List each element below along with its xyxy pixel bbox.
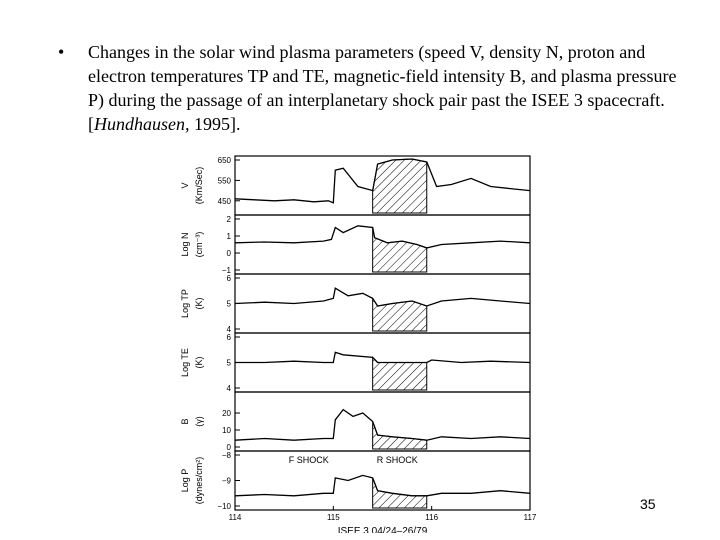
panel-ylabel: B [180,418,190,425]
annotation-r-shock: R SHOCK [376,455,418,465]
bullet-marker: • [58,42,65,62]
y-tick-label: −10 [217,502,231,511]
panel-unit: (K) [194,297,204,310]
chart-title: ISEE 3 04/24–26/79 [337,526,428,533]
y-tick-label: 5 [226,358,231,368]
panel-ylabel: Log P [180,468,190,493]
hatched-region [373,159,427,213]
y-tick-label: 6 [226,333,231,342]
annotation-f-shock: F SHOCK [288,455,329,465]
y-tick-label: 4 [226,325,231,334]
y-tick-label: 4 [226,384,231,393]
citation-author: Hundhausen, [94,114,190,134]
x-tick-label: 114 [228,513,242,522]
page-number: 35 [640,496,656,512]
x-tick-label: 115 [326,513,340,522]
y-tick-label: 1 [226,232,231,241]
y-tick-label: 2 [226,215,231,224]
y-tick-label: 10 [222,426,231,435]
isee3-multipanel-chart [170,148,540,533]
bullet-text [88,40,678,136]
x-tick-label: 117 [523,513,537,522]
y-tick-label: 20 [222,409,231,418]
y-tick-label: 0 [226,249,231,258]
panel-unit: (γ) [194,416,204,427]
y-tick-label: 0 [226,443,231,452]
y-tick-label: 450 [217,196,231,206]
x-tick-label: 116 [425,513,439,522]
panel-unit: (dynes/cm²) [194,456,204,505]
y-tick-label: 5 [226,299,231,309]
panel-ylabel: V [180,182,190,189]
y-tick-label: 650 [217,156,231,165]
y-tick-label: 550 [217,176,231,186]
series-line [235,288,530,306]
y-tick-label: −9 [221,476,231,486]
citation-year: 1995]. [189,114,241,134]
panel-ylabel: Log TP [180,289,190,318]
panel-unit: (K) [194,356,204,369]
panel-ylabel: Log TE [180,348,190,377]
panel-unit: (cm⁻³) [194,231,204,258]
bullet-row [58,40,678,136]
panel-ylabel: Log N [180,232,190,257]
panel-unit: (Km/Sec) [194,166,204,205]
y-tick-label: −1 [221,266,231,275]
hatched-region [373,478,427,508]
y-tick-label: −8 [221,451,231,460]
bullet-text-main: Changes in the solar wind plasma parameters (speed V, density N, proton and electron temperatures TP and TE, magnetic-field intensity B, and plasma pressure P) during the passage of an interplanetary shock pair past the ISEE 3 spacecraft. [ [88,42,677,134]
series-line [235,352,530,362]
y-tick-label: 6 [226,274,231,283]
hatched-region [373,228,427,273]
series-line [235,410,530,441]
